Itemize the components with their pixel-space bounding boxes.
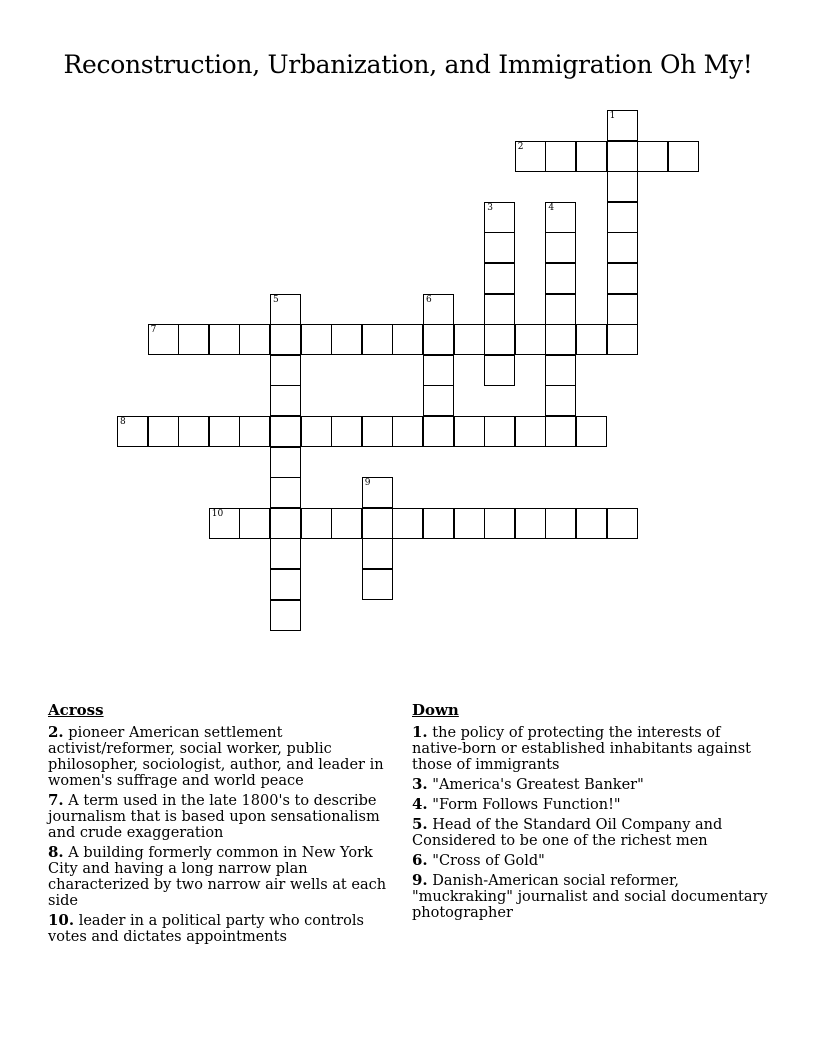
across-heading: Across — [48, 701, 104, 719]
grid-cell[interactable] — [484, 416, 515, 447]
grid-cell[interactable] — [576, 508, 607, 539]
grid-cell[interactable] — [454, 416, 485, 447]
grid-cell[interactable] — [148, 324, 179, 355]
cell-number: 8 — [120, 417, 126, 427]
clue-down-3: 3. "America's Greatest Banker" — [412, 775, 644, 793]
grid-cell[interactable] — [239, 416, 270, 447]
grid-cell[interactable] — [607, 508, 638, 539]
cell-number: 3 — [487, 202, 493, 213]
grid-cell[interactable] — [117, 416, 148, 447]
grid-cell[interactable] — [362, 477, 393, 508]
grid-cell[interactable] — [576, 324, 607, 355]
grid-cell[interactable] — [301, 324, 332, 355]
grid-cell[interactable] — [607, 171, 638, 202]
grid-cell[interactable] — [423, 324, 454, 355]
grid-cell[interactable] — [270, 447, 301, 478]
clue-across-2: 2. pioneer American settlement activist/reformer, social worker, public philosopher, sociologist, author, and leader in women's suffrage and world peace — [48, 723, 384, 789]
grid-cell[interactable] — [484, 355, 515, 386]
clue-down-1: 1. the policy of protecting the interests of native-born or established inhabitants against those of immigrants — [412, 723, 751, 773]
cell-number: 7 — [150, 325, 157, 336]
grid-cell[interactable] — [178, 324, 209, 355]
grid-cell[interactable] — [270, 477, 301, 508]
grid-cell[interactable] — [362, 324, 393, 355]
grid-cell[interactable] — [668, 141, 699, 172]
grid-cell[interactable] — [239, 324, 270, 355]
grid-cell[interactable] — [545, 355, 576, 386]
grid-cell[interactable] — [392, 324, 423, 355]
grid-cell[interactable] — [209, 324, 240, 355]
clue-down-9: 9. Danish-American social reformer, "muckraking" journalist and social documentary photographer — [412, 871, 768, 921]
grid-cell[interactable] — [607, 141, 638, 172]
grid-cell[interactable] — [331, 416, 362, 447]
grid-cell[interactable] — [362, 538, 393, 569]
grid-cell[interactable] — [423, 294, 454, 325]
grid-cell[interactable] — [545, 416, 576, 447]
down-clues — [412, 702, 772, 924]
grid-cell[interactable] — [270, 385, 301, 416]
grid-cell[interactable] — [607, 324, 638, 355]
cell-number: 6 — [426, 294, 432, 305]
grid-cell[interactable] — [545, 232, 576, 263]
grid-cell[interactable] — [362, 569, 393, 600]
clue-down-6: 6. "Cross of Gold" — [412, 851, 545, 869]
grid-cell[interactable] — [545, 324, 576, 355]
grid-cell[interactable] — [484, 508, 515, 539]
grid-cell[interactable] — [545, 294, 576, 325]
cell-number: 2 — [517, 141, 524, 152]
grid-cell[interactable] — [301, 416, 332, 447]
grid-cell[interactable] — [178, 416, 209, 447]
grid-cell[interactable] — [545, 508, 576, 539]
grid-cell[interactable] — [423, 416, 454, 447]
cell-number: 1 — [609, 111, 616, 121]
grid-cell[interactable] — [607, 263, 638, 294]
grid-cell[interactable] — [515, 508, 546, 539]
grid-cell[interactable] — [270, 508, 301, 539]
clue-across-10: 10. leader in a political party who controls votes and dictates appointments — [48, 911, 364, 945]
grid-cell[interactable] — [545, 263, 576, 294]
page-title: Reconstruction, Urbanization, and Immigration Oh My! — [63, 50, 753, 79]
grid-cell[interactable] — [607, 202, 638, 233]
grid-cell[interactable] — [637, 141, 668, 172]
grid-cell[interactable] — [484, 324, 515, 355]
cell-number: 5 — [273, 294, 279, 305]
grid-cell[interactable] — [515, 416, 546, 447]
grid-cell[interactable] — [484, 232, 515, 263]
grid-cell[interactable] — [270, 324, 301, 355]
grid-cell[interactable] — [270, 569, 301, 600]
grid-cell[interactable] — [607, 232, 638, 263]
grid-cell[interactable] — [331, 324, 362, 355]
cell-number: 4 — [548, 202, 555, 213]
grid-cell[interactable] — [239, 508, 270, 539]
grid-cell[interactable] — [270, 416, 301, 447]
grid-cell[interactable] — [148, 416, 179, 447]
across-clues — [48, 702, 393, 948]
grid-cell[interactable] — [515, 141, 546, 172]
grid-cell[interactable] — [392, 508, 423, 539]
clue-across-7: 7. A term used in the late 1800's to describe journalism that is based upon sensationalism and crude exaggeration — [48, 791, 380, 841]
grid-cell[interactable] — [331, 508, 362, 539]
grid-cell[interactable] — [484, 202, 515, 233]
grid-cell[interactable] — [607, 110, 638, 141]
down-heading: Down — [412, 701, 459, 719]
grid-cell[interactable] — [607, 294, 638, 325]
grid-cell[interactable] — [545, 141, 576, 172]
grid-cell[interactable] — [270, 355, 301, 386]
grid-cell[interactable] — [454, 324, 485, 355]
grid-cell[interactable] — [545, 202, 576, 233]
clue-down-5: 5. Head of the Standard Oil Company and Considered to be one of the richest men — [412, 815, 723, 849]
grid-cell[interactable] — [209, 508, 240, 539]
grid-cell[interactable] — [362, 416, 393, 447]
grid-cell[interactable] — [576, 416, 607, 447]
cell-number: 9 — [364, 478, 371, 489]
grid-cell[interactable] — [423, 385, 454, 416]
grid-cell[interactable] — [209, 416, 240, 447]
grid-cell[interactable] — [545, 385, 576, 416]
grid-cell[interactable] — [270, 294, 301, 325]
grid-cell[interactable] — [454, 508, 485, 539]
cell-number: 10 — [211, 508, 224, 519]
grid-cell[interactable] — [576, 141, 607, 172]
clue-down-4: 4. "Form Follows Function!" — [412, 795, 621, 813]
grid-cell[interactable] — [392, 416, 423, 447]
grid-cell[interactable] — [270, 600, 301, 631]
clue-across-8: 8. A building formerly common in New York City and having a long narrow plan characterized by two narrow air wells at each side — [48, 843, 387, 909]
grid-cell[interactable] — [484, 263, 515, 294]
grid-cell[interactable] — [423, 355, 454, 386]
grid-cell[interactable] — [484, 294, 515, 325]
grid-cell[interactable] — [423, 508, 454, 539]
grid-cell[interactable] — [270, 538, 301, 569]
grid-cell[interactable] — [515, 324, 546, 355]
grid-cell[interactable] — [301, 508, 332, 539]
grid-cell[interactable] — [362, 508, 393, 539]
